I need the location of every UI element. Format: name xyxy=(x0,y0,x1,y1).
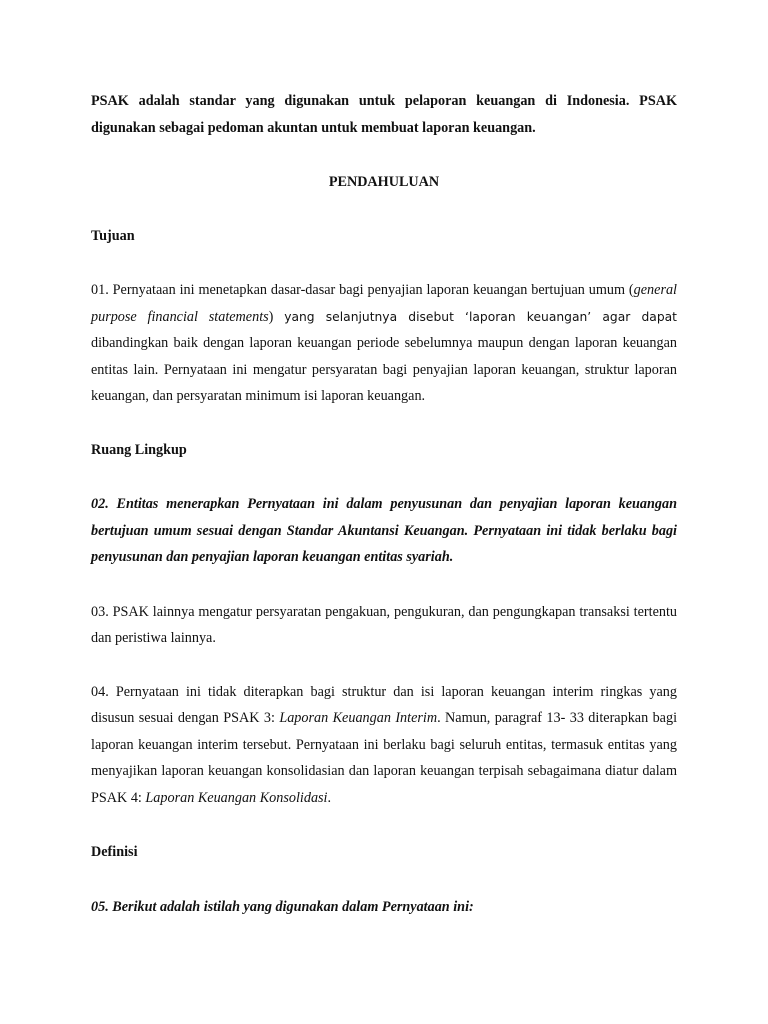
paragraph-04-a: 04. Pernyataan ini tidak diterapkan bagi struktur dan isi laporan keuangan interim ringkas yang disusun sesuai dengan PSAK 3: xyxy=(91,683,677,726)
paragraph-04 xyxy=(91,679,677,812)
paragraph-01-quoted: yang selanjutnya disebut ‘laporan keuangan’ agar dapat xyxy=(284,309,677,324)
section-title: PENDAHULUAN xyxy=(328,174,440,190)
paragraph-01-term: general purpose financial statements xyxy=(91,282,677,325)
heading-definisi: Definisi xyxy=(91,844,138,860)
heading-ruang-lingkup: Ruang Lingkup xyxy=(91,441,187,458)
intro-paragraph: PSAK adalah standar yang digunakan untuk pelaporan keuangan di Indonesia. PSAK digunakan sebagai pedoman akuntan untuk membuat laporan keuangan. xyxy=(91,93,677,136)
paragraph-01 xyxy=(91,277,677,410)
paragraph-01-lead: 01. Pernyataan ini menetapkan dasar-dasar bagi penyajian laporan keuangan bertujuan umum ( xyxy=(91,282,634,298)
paragraph-04-c: . xyxy=(327,789,332,806)
paragraph-01-close: ) xyxy=(268,308,285,325)
paragraph-05: 05. Berikut adalah istilah yang digunakan dalam Pernyataan ini: xyxy=(91,898,474,915)
paragraph-04-ref2: Laporan Keuangan Konsolidasi xyxy=(145,789,328,806)
heading-tujuan: Tujuan xyxy=(91,227,135,244)
paragraph-02: 02. Entitas menerapkan Pernyataan ini dalam penyusunan dan penyajian laporan keuangan bertujuan umum sesuai dengan Standar Akuntansi Keuangan. Pernyataan ini tidak berlaku bagi penyusunan dan penyajian laporan keuangan entitas syariah. xyxy=(91,496,677,565)
paragraph-04-b: . Namun, paragraf 13- 33 diterapkan bagi laporan keuangan interim tersebut. Pernyataan ini berlaku bagi seluruh entitas, termasuk entitas yang menyajikan laporan keuangan konsolidasian dan laporan keuangan terpisah sebagaimana diatur dalam PSAK 4: xyxy=(91,710,678,806)
paragraph-03: 03. PSAK lainnya mengatur persyaratan pengakuan, pengukuran, dan pengungkapan transaksi tertentu dan peristiwa lainnya. xyxy=(91,603,677,646)
document-page xyxy=(91,88,677,920)
paragraph-04-ref1: Laporan Keuangan Interim xyxy=(279,710,438,726)
paragraph-01-tail: dibandingkan baik dengan laporan keuangan periode sebelumnya maupun dengan laporan keuangan entitas lain. Pernyataan ini mengatur persyaratan bagi penyajian laporan keuangan, struktur laporan keuangan, dan persyaratan minimum isi laporan keuangan. xyxy=(91,335,677,404)
